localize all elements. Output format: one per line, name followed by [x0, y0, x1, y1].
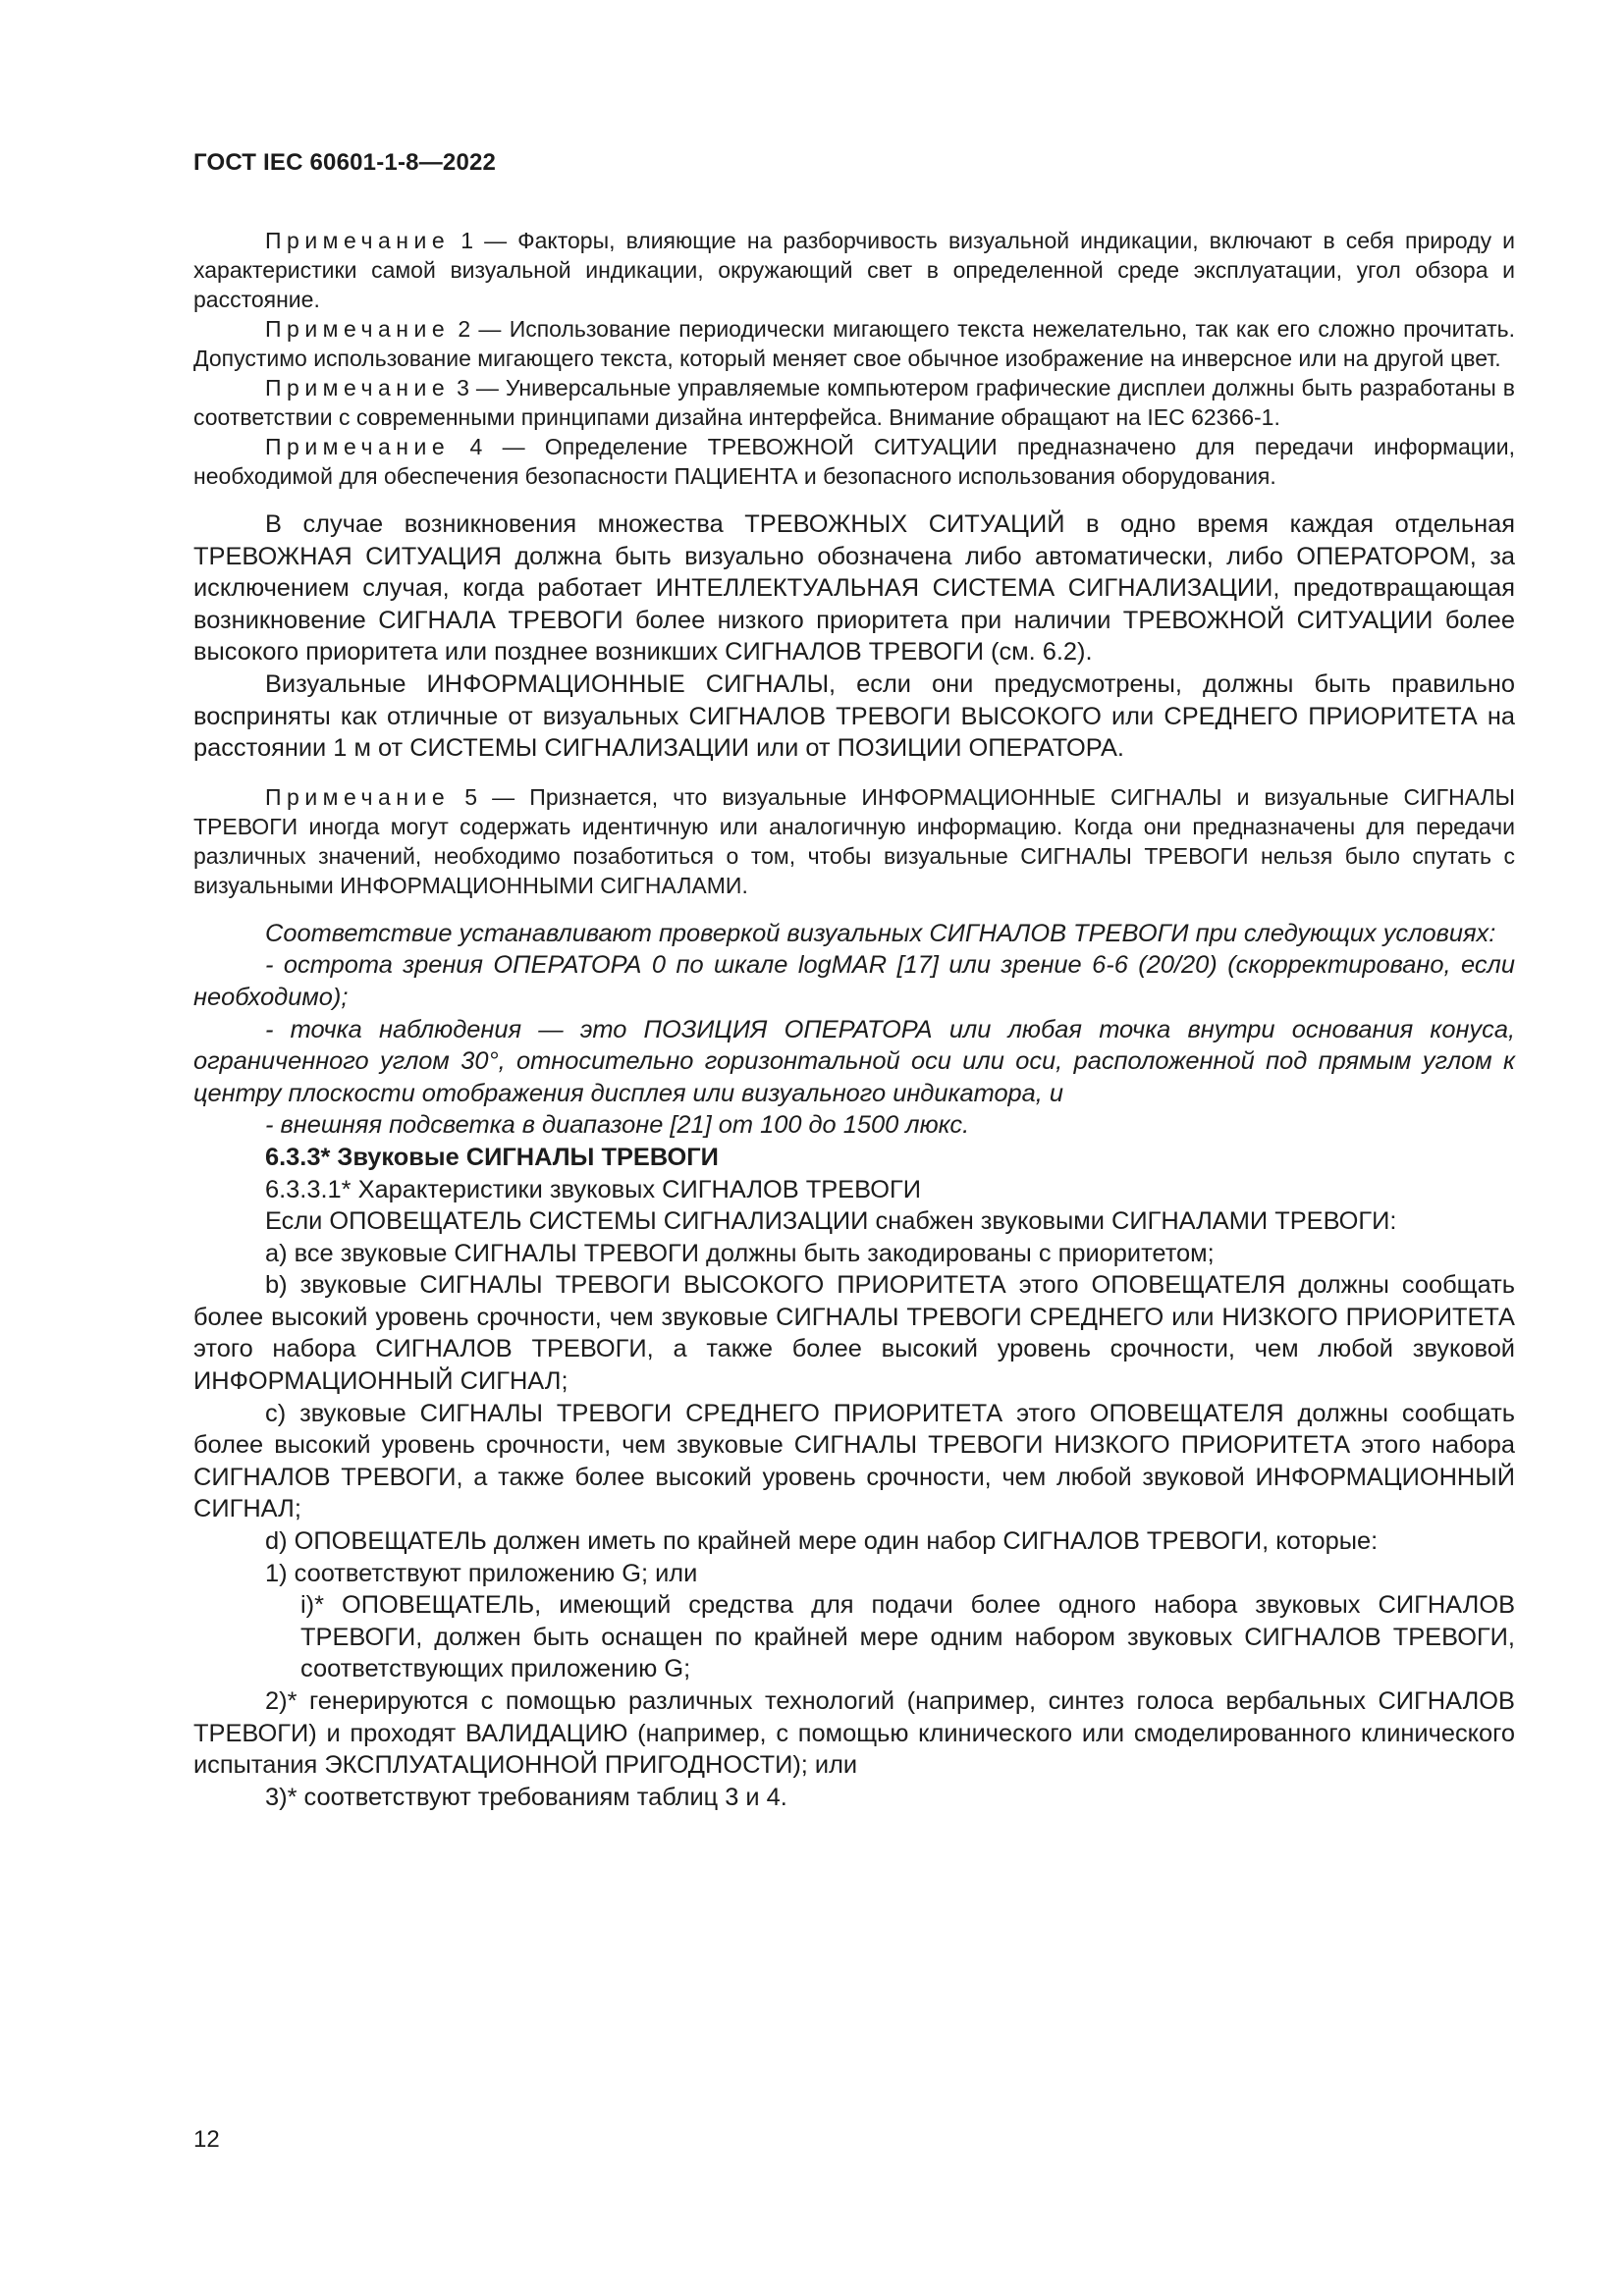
list-item: c) звуковые СИГНАЛЫ ТРЕВОГИ СРЕДНЕГО ПРИОРИТЕТА этого ОПОВЕЩАТЕЛЯ должны сообщать более высокий уровень срочности, чем звуковые СИГНАЛЫ ТРЕВОГИ НИЗКОГО ПРИОРИТЕТА этого набора СИГНАЛОВ ТРЕВОГИ, а также более высокий уровень срочности, чем любой звуковой ИНФОРМАЦИОННЫЙ СИГНАЛ;: [193, 1399, 1515, 1523]
note-text: 5 — Признается, что визуальные ИНФОРМАЦИОННЫЕ СИГНАЛЫ и визуальные СИГНАЛЫ ТРЕВОГИ иногда могут содержать идентичную или аналогичную информацию. Когда они предназначены для передачи различных значений, необходимо позаботиться о том, чтобы визуальные СИГНАЛЫ ТРЕВОГИ нельзя было спутать с визуальными ИНФОРМАЦИОННЫМИ СИГНАЛАМИ.: [193, 783, 1515, 898]
body-paragraph: В случае возникновения множества ТРЕВОЖНЫХ СИТУАЦИЙ в одно время каждая отдельная ТРЕВОЖНАЯ СИТУАЦИЯ должна быть визуально обозначена либо автоматически, либо ОПЕРАТОРОМ, за исключением случая, когда работает ИНТЕЛЛЕКТУАЛЬНАЯ СИСТЕМА СИГНАЛИЗАЦИИ, предотвращающая возникновение СИГНАЛА ТРЕВОГИ более низкого приоритета при наличии ТРЕВОЖНОЙ СИТУАЦИИ более высокого приоритета или позднее возникших СИГНАЛОВ ТРЕВОГИ (см. 6.2).: [193, 510, 1515, 667]
subsection-heading: 6.3.3.1* Характеристики звуковых СИГНАЛОВ ТРЕВОГИ: [265, 1175, 921, 1203]
note-2: [193, 314, 1515, 373]
section-heading: 6.3.3* Звуковые СИГНАЛЫ ТРЕВОГИ: [265, 1143, 719, 1171]
list-item: 3)* соответствуют требованиям таблиц 3 и 4.: [265, 1783, 787, 1811]
compliance-intro: Соответствие устанавливают проверкой визуальных СИГНАЛОВ ТРЕВОГИ при следующих условиях:: [265, 919, 1496, 947]
note-label: Примечание: [265, 434, 451, 459]
body-paragraph: Если ОПОВЕЩАТЕЛЬ СИСТЕМЫ СИГНАЛИЗАЦИИ снабжен звуковыми СИГНАЛАМИ ТРЕВОГИ:: [265, 1207, 1397, 1236]
note-5: [193, 782, 1515, 900]
note-label: Примечание: [265, 316, 451, 342]
note-text: 1 — Факторы, влияющие на разборчивость визуальной индикации, включают в себя природу и характеристики самой визуальной индикации, окружающий свет в определенной среде эксплуатации, угол обзора и расстояние.: [193, 228, 1515, 312]
note-label: Примечание: [265, 375, 451, 400]
body-paragraph: Визуальные ИНФОРМАЦИОННЫЕ СИГНАЛЫ, если они предусмотрены, должны быть правильно восприняты как отличные от визуальных СИГНАЛОВ ТРЕВОГИ ВЫСОКОГО или СРЕДНЕГО ПРИОРИТЕТА на расстоянии 1 м от СИСТЕМЫ СИГНАЛИЗАЦИИ или от ПОЗИЦИИ ОПЕРАТОРА.: [193, 669, 1515, 763]
page-content: [193, 226, 1515, 1813]
list-item: 1) соответствуют приложению G; или: [265, 1559, 698, 1587]
note-3: [193, 373, 1515, 432]
note-label: Примечание: [265, 783, 451, 810]
compliance-condition: - внешняя подсветка в диапазоне [21] от 100 до 1500 люкс.: [265, 1111, 970, 1140]
note-1: [193, 226, 1515, 314]
list-item: b) звуковые СИГНАЛЫ ТРЕВОГИ ВЫСОКОГО ПРИОРИТЕТА этого ОПОВЕЩАТЕЛЯ должны сообщать более высокий уровень срочности, чем звуковые СИГНАЛЫ ТРЕВОГИ СРЕДНЕГО или НИЗКОГО ПРИОРИТЕТА этого набора СИГНАЛОВ ТРЕВОГИ, а также более высокий уровень срочности, чем любой звуковой ИНФОРМАЦИОННЫЙ СИГНАЛ;: [193, 1271, 1515, 1396]
compliance-condition: - точка наблюдения — это ПОЗИЦИЯ ОПЕРАТОРА или любая точка внутри основания конуса, ограниченного углом 30°, относительно горизонтальной оси или оси, расположенной под прямым углом к центру плоскости отображения дисплея или визуального индикатора, и: [193, 1015, 1515, 1107]
note-4: [193, 432, 1515, 491]
note-text: 4 — Определение ТРЕВОЖНОЙ СИТУАЦИИ предназначено для передачи информации, необходимой для обеспечения безопасности ПАЦИЕНТА и безопасного использования оборудования.: [193, 434, 1515, 489]
list-item: a) все звуковые СИГНАЛЫ ТРЕВОГИ должны быть закодированы с приоритетом;: [265, 1239, 1215, 1267]
note-text: 3 — Универсальные управляемые компьютером графические дисплеи должны быть разработаны в соответствии с современными принципами дизайна интерфейса. Внимание обращают на IEC 62366-1.: [193, 375, 1515, 430]
page-number: 12: [193, 2126, 220, 2153]
compliance-condition: - острота зрения ОПЕРАТОРА 0 по шкале logMAR [17] или зрение 6-6 (20/20) (скорректировано, если необходимо);: [193, 951, 1515, 1011]
note-text: 2 — Использование периодически мигающего текста нежелательно, так как его сложно прочитать. Допустимо использование мигающего текста, который меняет свое обычное изображение на инверсное или на другой цвет.: [193, 316, 1515, 371]
note-label: Примечание: [265, 228, 451, 253]
document-id-header: ГОСТ IEC 60601-1-8—2022: [193, 149, 497, 176]
hanging-list-item: i)* ОПОВЕЩАТЕЛЬ, имеющий средства для подачи более одного набора звуковых СИГНАЛОВ ТРЕВОГИ, должен быть оснащен по крайней мере одним набором звуковых СИГНАЛОВ ТРЕВОГИ, соответствующих приложению G;: [300, 1591, 1515, 1683]
list-item: 2)* генерируются с помощью различных технологий (например, синтез голоса вербальных СИГНАЛОВ ТРЕВОГИ) и проходят ВАЛИДАЦИЮ (например, с помощью клинического или смоделированного клинического испытания ЭКСПЛУАТАЦИОННОЙ ПРИГОДНОСТИ); или: [193, 1687, 1515, 1780]
list-item: d) ОПОВЕЩАТЕЛЬ должен иметь по крайней мере один набор СИГНАЛОВ ТРЕВОГИ, которые:: [265, 1527, 1379, 1556]
